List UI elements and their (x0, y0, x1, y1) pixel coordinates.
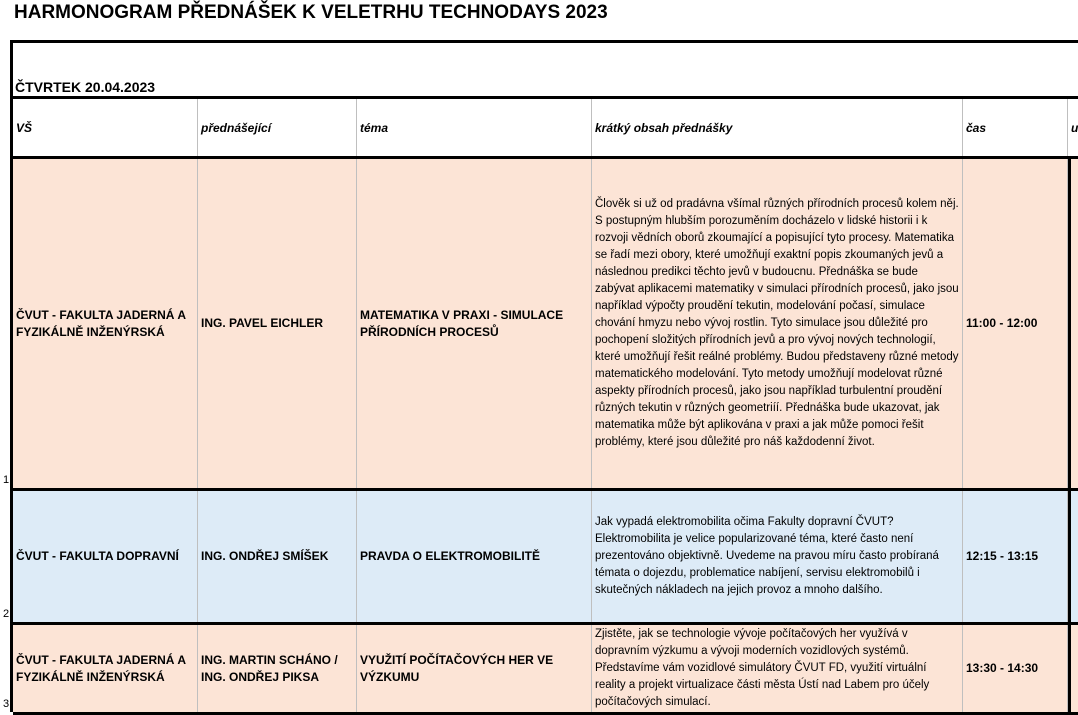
table-row (3, 625, 1078, 715)
table-row (3, 159, 1078, 491)
header-speaker: přednášející (198, 99, 357, 156)
row-number: 2 (3, 608, 10, 620)
cell-topic: PRAVDA O ELEKTROMOBILITĚ (357, 491, 592, 622)
cell-time: 13:30 - 14:30 (963, 625, 1068, 712)
page-title: HARMONOGRAM PŘEDNÁŠEK K VELETRHU TECHNODAYS 2023 (14, 2, 608, 23)
row-number: 3 (3, 698, 10, 710)
cell-topic: VYUŽITÍ POČÍTAČOVÝCH HER VE VÝZKUMU (357, 625, 592, 712)
cell-vs: ČVUT - FAKULTA JADERNÁ A FYZIKÁLNĚ INŽENÝRSKÁ (13, 159, 198, 488)
day-label: ČTVRTEK 20.04.2023 (15, 79, 156, 95)
cell-vs: ČVUT - FAKULTA JADERNÁ A FYZIKÁLNĚ INŽENÝRSKÁ (13, 625, 198, 712)
cell-topic: MATEMATIKA V PRAXI - SIMULACE PŘÍRODNÍCH PROCESŮ (357, 159, 592, 488)
cell-time: 12:15 - 13:15 (963, 491, 1068, 622)
cell-summary: Člověk si už od pradávna všímal různých přírodních procesů kolem něj. S postupným hlubším porozuměním docházelo v lidské historii i k rozvoji vědních oborů zkoumající a popisující tyto procesy. Matematika se řadí mezi obory, které umožňují exaktní popis zkoumaných jevů a následnou predikci těchto jevů v budoucnu. Přednáška se bude zabývat aplikacemi matematiky v simulaci přírodních procesů, jako jsou například výpočty proudění tekutin, modelování počasí, simulace chování hmyzu nebo vývoj rostlin. Tyto simulace jsou důležité pro pochopení složitých přírodních jevů a pro vývoj nových technologií, které umožňují řešit reálné problémy. Budou představeny různé metody matematického modelování. Tyto metody umožňují modelovat různé aspekty přírodních procesů, jako jsou například turbulentní proudění různých tekutin v různých geometriíí. Přednáška bude ukazovat, jak matematika může být aplikována v praxi a jak může pomoci řešit problémy, které jsou důležité pro náš každodenní život. (592, 159, 963, 488)
header-time: čas (963, 99, 1068, 156)
header-extra: u (1071, 121, 1078, 135)
cell-speaker: ING. PAVEL EICHLER (198, 159, 357, 488)
header-topic: téma (357, 99, 592, 156)
header-row (13, 99, 1078, 159)
cell-speaker: ING. ONDŘEJ SMÍŠEK (198, 491, 357, 622)
row-number: 1 (3, 474, 10, 486)
header-vs: VŠ (13, 99, 198, 156)
schedule-sheet (3, 40, 1078, 712)
cell-vs: ČVUT - FAKULTA DOPRAVNÍ (13, 491, 198, 622)
day-row (13, 43, 1078, 99)
cell-time: 11:00 - 12:00 (963, 159, 1068, 488)
header-summary: krátký obsah přednášky (592, 99, 963, 156)
cell-speaker: ING. MARTIN SCHÁNO / ING. ONDŘEJ PIKSA (198, 625, 357, 712)
cell-summary: Zjistěte, jak se technologie vývoje počítačových her využívá v dopravním výzkumu a vývoji moderních vozidlových systémů. Představíme vám vozidlové simulátory ČVUT FD, využití virtuální reality a projekt virtualizace části města Ústí nad Labem pro účely počítačových simulací. (592, 625, 963, 712)
cell-summary: Jak vypadá elektromobilita očima Fakulty dopravní ČVUT? Elektromobilita je velice popularizované téma, které často není prezentováno objektivně. Uvedeme na pravou míru často probíraná témata o dojezdu, problematice nabíjení, servisu elektromobilů i skutečných nákladech na jejich provoz a mnoho dalšího. (592, 491, 963, 622)
table-row (3, 491, 1078, 625)
table-right-border (1068, 158, 1071, 713)
